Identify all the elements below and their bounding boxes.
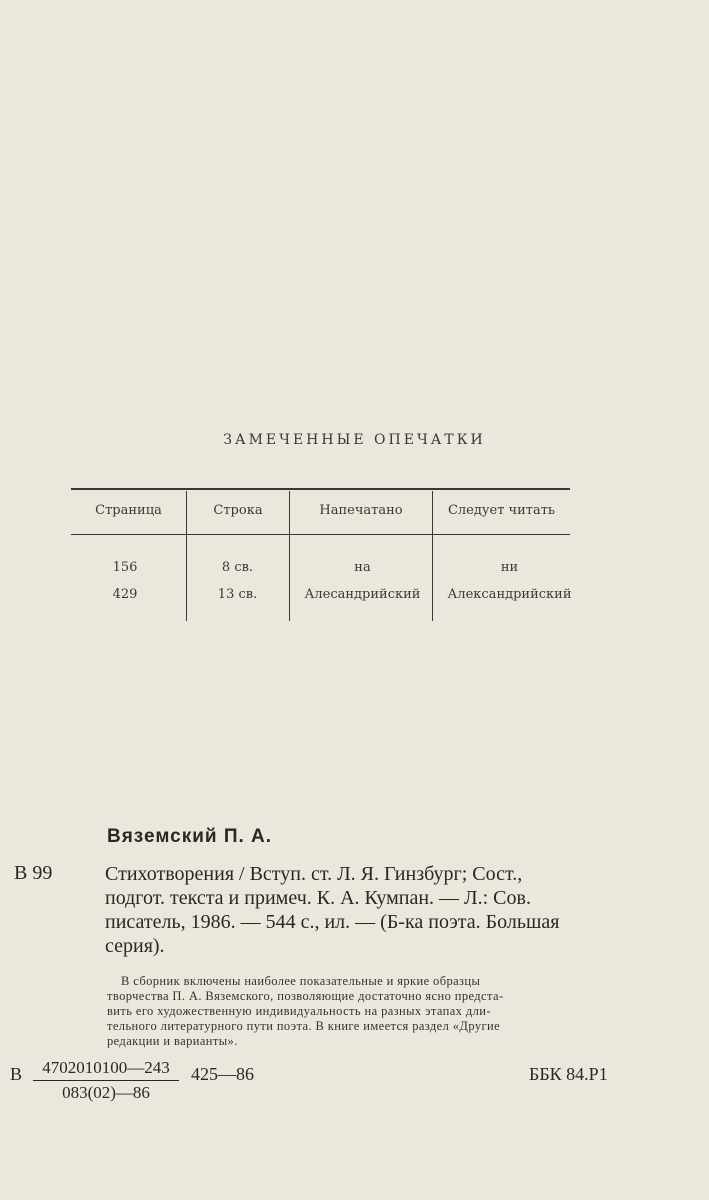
annotation-line: вить его художественную индивидуальность на разных этапах дли- xyxy=(107,1004,491,1018)
annotation-line: редакции и варианты». xyxy=(107,1034,238,1048)
bib-line: серия). xyxy=(105,935,165,957)
catalog-bbk: ББК 84.Р1 xyxy=(529,1064,608,1084)
bib-line: писатель, 1986. — 544 с., ил. — (Б-ка поэта. Большая xyxy=(105,911,560,933)
table-top-rule xyxy=(71,488,570,490)
table-cell-printed: Алесандрийский xyxy=(304,587,421,602)
annotation-line: В сборник включены наиболее показательные и яркие образцы xyxy=(121,974,481,988)
annotation-line: тельного литературного пути поэта. В книге имеется раздел «Другие xyxy=(107,1019,501,1033)
footer-letter: В xyxy=(10,1064,23,1084)
table-cell-printed: на xyxy=(354,560,371,575)
table-cell-line: 8 св. xyxy=(221,560,254,575)
fraction-numerator: 4702010100—243 xyxy=(33,1058,179,1081)
column-header-correct: Следует читать xyxy=(447,503,556,518)
column-header-line: Строка xyxy=(213,503,263,518)
catalog-annotation xyxy=(107,974,627,1049)
table-cell-correct: ни xyxy=(500,560,519,575)
bib-line: Стихотворения / Вступ. ст. Л. Я. Гинзбург; Сост., xyxy=(105,863,523,885)
table-cell-page: 156 xyxy=(112,560,138,575)
annotation-line: творчества П. А. Вяземского, позволяющие достаточно ясно предста- xyxy=(107,989,504,1003)
table-header-rule xyxy=(71,534,570,535)
catalog-bibliography xyxy=(105,862,625,958)
table-cell-page: 429 xyxy=(112,587,138,602)
column-header-printed: Напечатано xyxy=(319,503,403,518)
catalog-author: Вяземский П. А. xyxy=(107,826,273,847)
catalog-fraction xyxy=(33,1058,179,1103)
column-header-page: Страница xyxy=(95,503,162,518)
table-cell-line: 13 св. xyxy=(217,587,258,602)
errata-heading: ЗАМЕЧЕННЫЕ ОПЕЧАТКИ xyxy=(223,432,486,448)
catalog-code: 425—86 xyxy=(191,1064,254,1084)
bib-line: подгот. текста и примеч. К. А. Кумпан. — Л.: Сов. xyxy=(105,887,531,909)
table-cell-correct: Александрийский xyxy=(447,587,572,602)
fraction-denominator: 083(02)—86 xyxy=(62,1083,150,1102)
catalog-index: В 99 xyxy=(14,862,53,884)
